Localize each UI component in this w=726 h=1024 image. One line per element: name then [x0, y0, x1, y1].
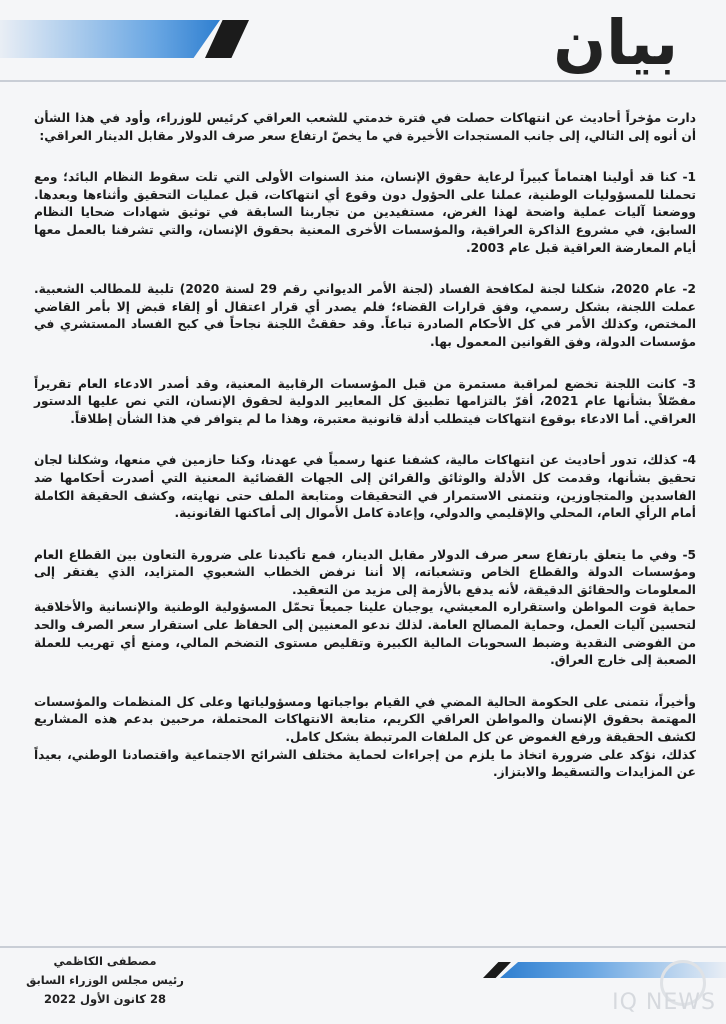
point-2-paragraph: 2- عام 2020، شكلنا لجنة لمكافحة الفساد (لجنة الأمر الديواني رقم 29 لسنة 2020) تلبية للمطالب الشعبية. عملت اللجنة، بشكل رسمي، وفق قرارات القضاء؛ فلم يصدر أي قرار اعتقال أو إلقاء قبض إلا بأمر القاضي المختص، وكذلك الأمر في كل الأحكام الصادرة تباعاً. وقد حققتْ اللجنة نجاحاً في كبح الفساد المستشري في مؤسسات الدولة، وفق القوانين المعمول بها. [34, 282, 696, 349]
statement-date: 28 كانون الأول 2022 [43, 992, 167, 1006]
page-title: بيان [553, 6, 678, 79]
livelihood-paragraph: حماية قوت المواطن واستقراره المعيشي، يوجبان علينا جميعاً تحمّل المسؤولية الوطنية والإنسانية والأخلاقية لتحسين آليات العمل، وحماية المصالح العامة. لذلك ندعو المعنيين إلى الحفاظ على استقرار سعر الصرف والحد من الفوضى النقدية وضبط السحوبات المالية الكبيرة وتقليص مستوى التضخم المالي، ومنع أي تهريب للعملة الصعبة إلى خارج العراق. [34, 600, 696, 668]
point-5-paragraph: 5- وفي ما يتعلق بارتفاع سعر صرف الدولار مقابل الدينار، فمع تأكيدنا على ضرورة التعاون بين القطاع العام ومؤسسات الدولة والقطاع الخاص وتشعباته، إلا أننا نرفض الخطاب الشعبوي المتزايد، الذي يفتقر إلى المعلومات والحقائق الدقيقة، لأنه يدفع بالأزمة إلى مزيد من التعقيد. [34, 547, 696, 597]
signature-block [20, 952, 190, 1009]
header-divider [0, 80, 726, 82]
point-4-paragraph: 4- كذلك، تدور أحاديث عن انتهاكات مالية، كشفنا عنها رسمياً في عهدنا، وكنا حازمين في منعها، وشكلنا لجان تحقيق بشأنها، وقدمت كل الأدلة والوثائق والقرائن إلى الجهات القضائية المعنية التي أصدرت أحكامها ضد الفاسدين والمتجاوزين، ونتمنى الاستمرار في التحقيقات ومتابعة الملف حتى نهايته، وكشف الحقيقة الكاملة أمام الرأي العام، المحلي والإقليمي والدولي، وإعادة كامل الأموال إلى أماكنها القانونية. [34, 453, 696, 521]
signatory-name: مصطفى الكاظمي [53, 954, 157, 968]
header-blue-stripe [0, 20, 220, 58]
closing-paragraph: كذلك، نؤكد على ضرورة اتخاذ ما يلزم من إجراءات لحماية مختلف الشرائح الاجتماعية واقتصادنا الوطني، بعيداً عن المزايدات والتسقيط والابتزاز. [34, 747, 696, 780]
signatory-role: رئيس مجلس الوزراء السابق [26, 973, 184, 987]
finally-paragraph: وأخيراً، نتمنى على الحكومة الحالية المضي في القيام بواجباتها ومسؤولياتها وعلى كل المنظمات والمؤسسات المهتمة بحقوق الإنسان والمواطن العراقي الكريم، متابعة الانتهاكات المحتملة، مرحبين بدعم هذه المشاريع لكشف الحقيقة ورفع الغموض عن كل الملفات المرتبطة بشكل كامل. [34, 694, 696, 745]
watermark-text: IQ NEWS [612, 990, 716, 1015]
point-3-paragraph: 3- كانت اللجنة تخضع لمراقبة مستمرة من قبل المؤسسات الرقابية المعنية، وقد أصدر الادعاء العام تقريراً مفصّلاً بشأنها عام 2021، أقرّ بالتزامها تطبيق كل المعايير الدولية لحقوق الإنسان، التي نص عليها الدستور العراقي. أما الادعاء بوقوع انتهاكات فيتطلب أدلة قانونية معتبرة، وهذا ما لم يتوافر في هذا الشأن إطلاقاً. [34, 376, 696, 426]
intro-paragraph: دارت مؤخراً أحاديث عن انتهاكات حصلت في فترة خدمتي للشعب العراقي كرئيس للوزراء، وأود في هذا الشأن أن أنوه إلى التالي، إلى جانب المستجدات الأخيرة في ما يخصّ ارتفاع سعر صرف الدولار مقابل الدينار العراقي: [34, 111, 696, 143]
footer-divider [0, 946, 726, 948]
statement-body [34, 110, 696, 806]
page-header [0, 0, 726, 95]
point-1-paragraph: 1- كنا قد أولينا اهتماماً كبيراً لرعاية حقوق الإنسان، منذ السنوات الأولى التي تلت سقوط النظام البائد؛ ومع تحملنا للمسؤوليات الوطنية، عملنا على الحؤول دون وقوع أي انتهاكات، قبل عمليات التحقيق وأثناءها وبعدها. ووضعنا آليات عملية واضحة لهذا الغرض، مستفيدين من تجاربنا السابقة في توثيق شهادات ضحايا النظام السابق، في مشروع الذاكرة العراقية، والمؤسسات الأخرى المعنية بحقوق الإنسان، والتي تشرفنا بالعمل معها أيام المعارضة العراقية قبل عام 2003. [34, 170, 696, 255]
